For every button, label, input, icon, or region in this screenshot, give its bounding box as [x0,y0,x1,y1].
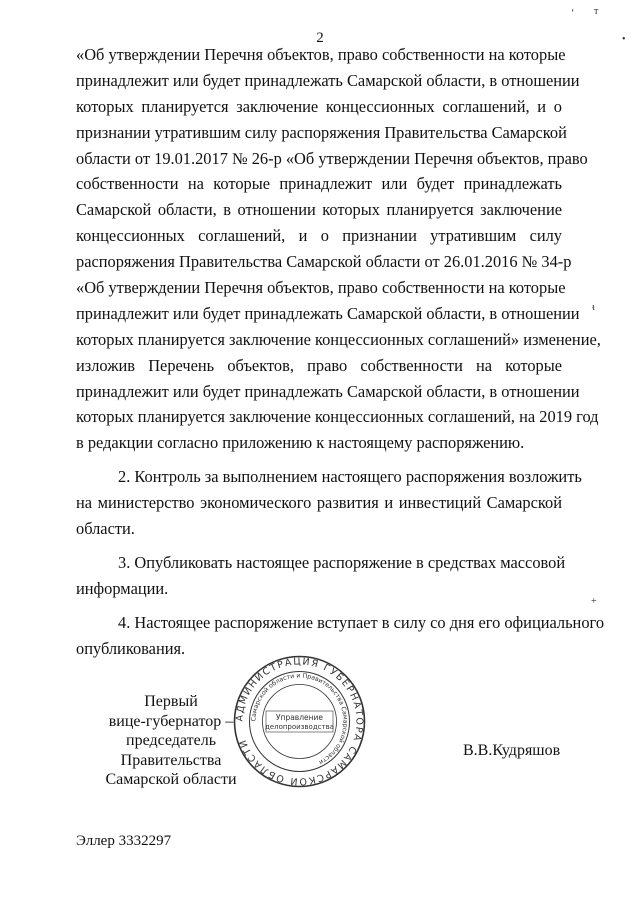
text-line: 2. Контроль за выполнением настоящего распоряжения возложить [118,467,582,487]
paragraph-1 [76,42,601,456]
text-line: принадлежит или будет принадлежать Самарской области, в отношении [76,303,580,323]
seal-outer-text: АДМИНИСТРАЦИЯ ГУБЕРНАТОРА САМАРСКОЙ ОБЛАСТИ [234,656,365,787]
signatory-title-line: Самарской области [105,771,237,789]
page-number: 2 [316,30,324,46]
text-line: на министерство экономического развития и инвестиций Самарской [76,493,562,513]
text-line: признании утратившим силу распоряжения Правительства Самарской [76,122,567,142]
text-line: распоряжения Правительства Самарской области от 26.01.2016 № 34-р [76,252,572,272]
document-body [76,42,605,661]
text-line: принадлежит или будет принадлежать Самарской области, в отношении [76,381,580,401]
margin-mark: ‘ [571,8,575,19]
seal-center-line1: Управление [275,713,324,722]
text-line: концессионных соглашений, и о признании утратившим силу [76,226,562,246]
text-line: которых планируется заключение концессионных соглашений, и о [76,96,562,116]
signatory-title-line: председатель Правительства [120,732,222,769]
paragraph-2 [76,464,582,542]
text-line: «Об утверждении Перечня объектов, право собственности на которые [76,45,566,64]
text-line: собственности на которые принадлежит или будет принадлежать [76,174,562,194]
text-line: опубликования. [76,638,186,658]
seal-center-line2: делопроизводства [264,723,335,731]
text-line: 4. Настоящее распоряжение вступает в силу со дня его официального [118,612,605,632]
text-line: «Об утверждении Перечня объектов, право собственности на которые [76,278,566,298]
text-line: информации. [76,578,169,598]
text-line: принадлежит или будет принадлежать Самарской области, в отношении [76,70,580,90]
text-line: 3. Опубликовать настоящее распоряжение в средствах массовой [118,552,566,572]
margin-mark: ᵼ [592,302,595,313]
author-contact: Эллер 3332297 [76,833,172,849]
text-line: области от 19.01.2017 № 26-р «Об утверждении Перечня объектов, право [76,148,588,168]
text-line: Самарской области, в отношении которых планируется заключение [76,200,562,220]
margin-mark: • [622,34,626,45]
seal-inner-text: Самарской области и Правительства Самарской области [250,672,349,766]
margin-mark: т [594,6,599,17]
text-line: в редакции согласно приложению к настоящему распоряжению. [76,433,525,453]
signatory-name: В.В.Кудряшов [463,742,561,759]
signatory-title [76,692,266,790]
text-line: которых планируется заключение концессионных соглашений» изменение, [76,329,601,349]
paragraph-3 [76,550,566,602]
signatory-title-line: Первый [144,693,198,710]
text-line: изложив Перечень объектов, право собственности на которые [76,355,562,375]
signatory-title-line: вице-губернатор – [108,712,234,730]
text-line: области. [76,519,135,539]
margin-mark: + [591,596,597,607]
text-line: которых планируется заключение концессионных соглашений, на 2019 год [76,407,599,427]
